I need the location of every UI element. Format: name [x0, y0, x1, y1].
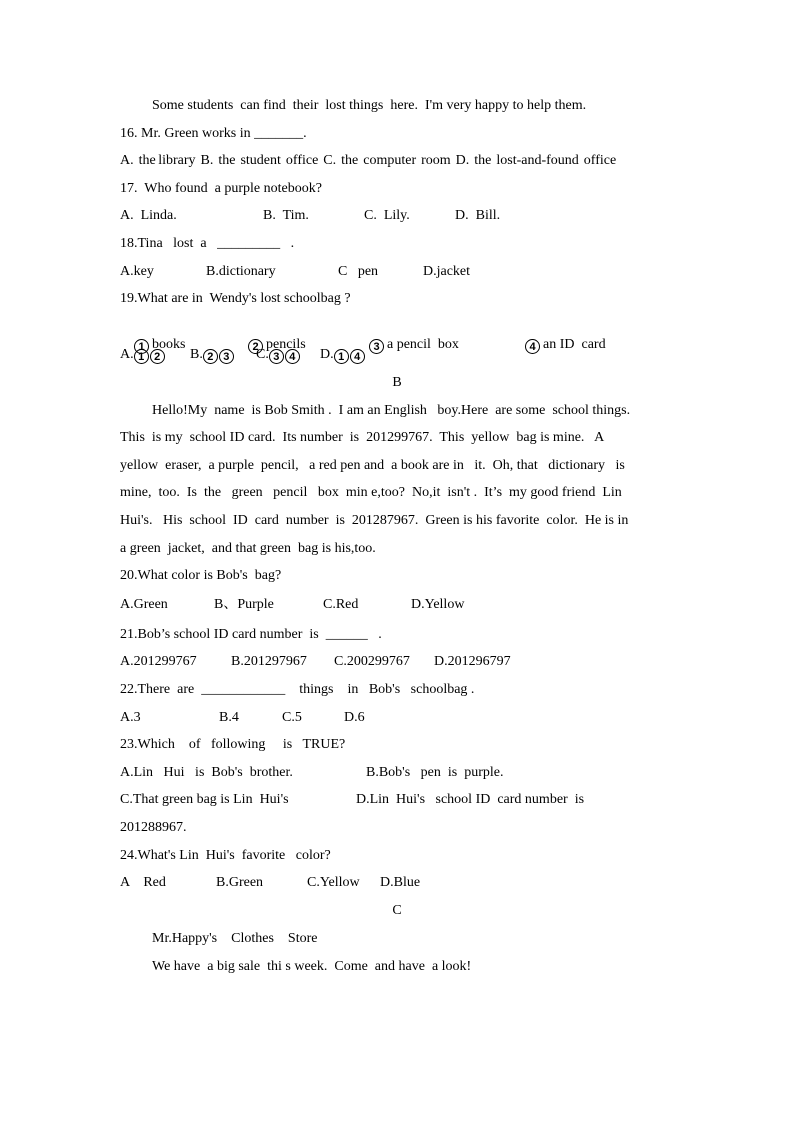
q22-option-d: D.6 — [344, 710, 365, 725]
q19-choice-b-letter: B. — [190, 347, 203, 362]
question-19: 19.What are in Wendy's lost schoolbag ? — [120, 291, 351, 306]
circled-number: 2 — [150, 349, 165, 364]
q19-choice-c-letter: C. — [256, 347, 269, 362]
question-20: 20.What color is Bob's bag? — [120, 568, 282, 583]
q24-option-a: A Red — [120, 875, 166, 890]
q19-item-2-label: pencils — [266, 337, 306, 352]
circled-number: 3 — [269, 349, 284, 364]
passage-b-line-6: a green jacket, and that green bag is his,too. — [120, 541, 376, 556]
q23-option-b: B.Bob's pen is purple. — [366, 765, 504, 780]
q21-option-a: A.201299767 — [120, 654, 197, 669]
q23-option-d-continued: 201288967. — [120, 820, 187, 835]
circled-number-4: 4 — [525, 339, 540, 354]
circled-number-1: 1 — [134, 339, 149, 354]
q18-option-d: D.jacket — [423, 264, 471, 279]
q20-option-b: B、Purple — [214, 597, 274, 612]
passage-a-last-line: Some students can find their lost things here. I'm very happy to help them. — [152, 98, 587, 113]
q22-option-b: B.4 — [219, 710, 239, 725]
q19-choice-d-letter: D. — [320, 347, 334, 362]
question-21: 21.Bob’s school ID card number is ______ . — [120, 627, 382, 642]
section-c-heading: C — [392, 903, 402, 918]
question-24: 24.What's Lin Hui's favorite color? — [120, 848, 331, 863]
q19-choice-b — [190, 346, 234, 364]
q18-option-a: A.key — [120, 264, 154, 279]
passage-b-line-1: Hello!My name is Bob Smith . I am an English boy.Here are some school things. — [152, 403, 631, 418]
q19-item-3-label: a pencil box — [387, 337, 459, 352]
q22-option-c: C.5 — [282, 710, 302, 725]
q19-choice-c — [256, 346, 300, 364]
q21-option-c: C.200299767 — [334, 654, 410, 669]
q21-option-d: D.201296797 — [434, 654, 511, 669]
question-18: 18.Tina lost a _________ . — [120, 236, 295, 251]
circled-number: 4 — [350, 349, 365, 364]
q17-option-a: A. Linda. — [120, 208, 177, 223]
circled-number-3: 3 — [369, 339, 384, 354]
q18-option-b: B.dictionary — [206, 264, 276, 279]
passage-b-line-4: mine, too. Is the green pencil box min e,too? No,it isn't . It’s my good friend Lin — [120, 485, 622, 500]
q24-option-c: C.Yellow — [307, 875, 360, 890]
circled-number: 3 — [219, 349, 234, 364]
circled-number: 1 — [134, 349, 149, 364]
q19-item-4-label: an ID card — [543, 337, 606, 352]
q17-option-d: D. Bill. — [455, 208, 501, 223]
circled-number: 4 — [285, 349, 300, 364]
q20-option-a: A.Green — [120, 597, 168, 612]
passage-b-line-3: yellow eraser, a purple pencil, a red pen and a book are in it. Oh, that dictionary is — [120, 458, 625, 473]
question-17: 17. Who found a purple notebook? — [120, 181, 322, 196]
question-22: 22.There are ____________ things in Bob's schoolbag . — [120, 682, 475, 697]
q19-item-1 — [120, 318, 186, 353]
circled-number: 1 — [334, 349, 349, 364]
sale-announcement: We have a big sale thi s week. Come and have a look! — [152, 959, 472, 974]
q19-item-4 — [511, 318, 606, 353]
q19-item-2 — [234, 318, 306, 353]
q23-option-c: C.That green bag is Lin Hui's — [120, 792, 289, 807]
circled-number-2: 2 — [248, 339, 263, 354]
passage-b-line-2: This is my school ID card. Its number is 201299767. This yellow bag is mine. A — [120, 430, 605, 445]
q19-choice-a — [120, 346, 165, 364]
circled-number: 2 — [203, 349, 218, 364]
q24-option-b: B.Green — [216, 875, 264, 890]
store-name: Mr.Happy's Clothes Store — [152, 931, 318, 946]
q18-option-c: C pen — [338, 264, 379, 279]
q22-option-a: A.3 — [120, 710, 141, 725]
section-b-heading: B — [392, 375, 402, 390]
q19-item-3 — [355, 318, 459, 353]
question-16: 16. Mr. Green works in _______. — [120, 126, 307, 141]
q21-option-b: B.201297967 — [231, 654, 307, 669]
q19-item-1-label: books — [152, 337, 186, 352]
q17-option-b: B. Tim. — [263, 208, 309, 223]
q17-option-c: C. Lily. — [364, 208, 410, 223]
question-16-options: A. the library B. the student office C. the computer room D. the lost-and-found office — [120, 153, 617, 168]
passage-b-line-5: Hui's. His school ID card number is 201287967. Green is his favorite color. He is in — [120, 513, 629, 528]
q23-option-d: D.Lin Hui's school ID card number is — [356, 792, 585, 807]
q24-option-d: D.Blue — [380, 875, 421, 890]
q20-option-c: C.Red — [323, 597, 359, 612]
q19-choice-d — [320, 346, 365, 364]
q19-choice-a-letter: A. — [120, 347, 134, 362]
q23-option-a: A.Lin Hui is Bob's brother. — [120, 765, 293, 780]
q20-option-d: D.Yellow — [411, 597, 465, 612]
question-23: 23.Which of following is TRUE? — [120, 737, 346, 752]
